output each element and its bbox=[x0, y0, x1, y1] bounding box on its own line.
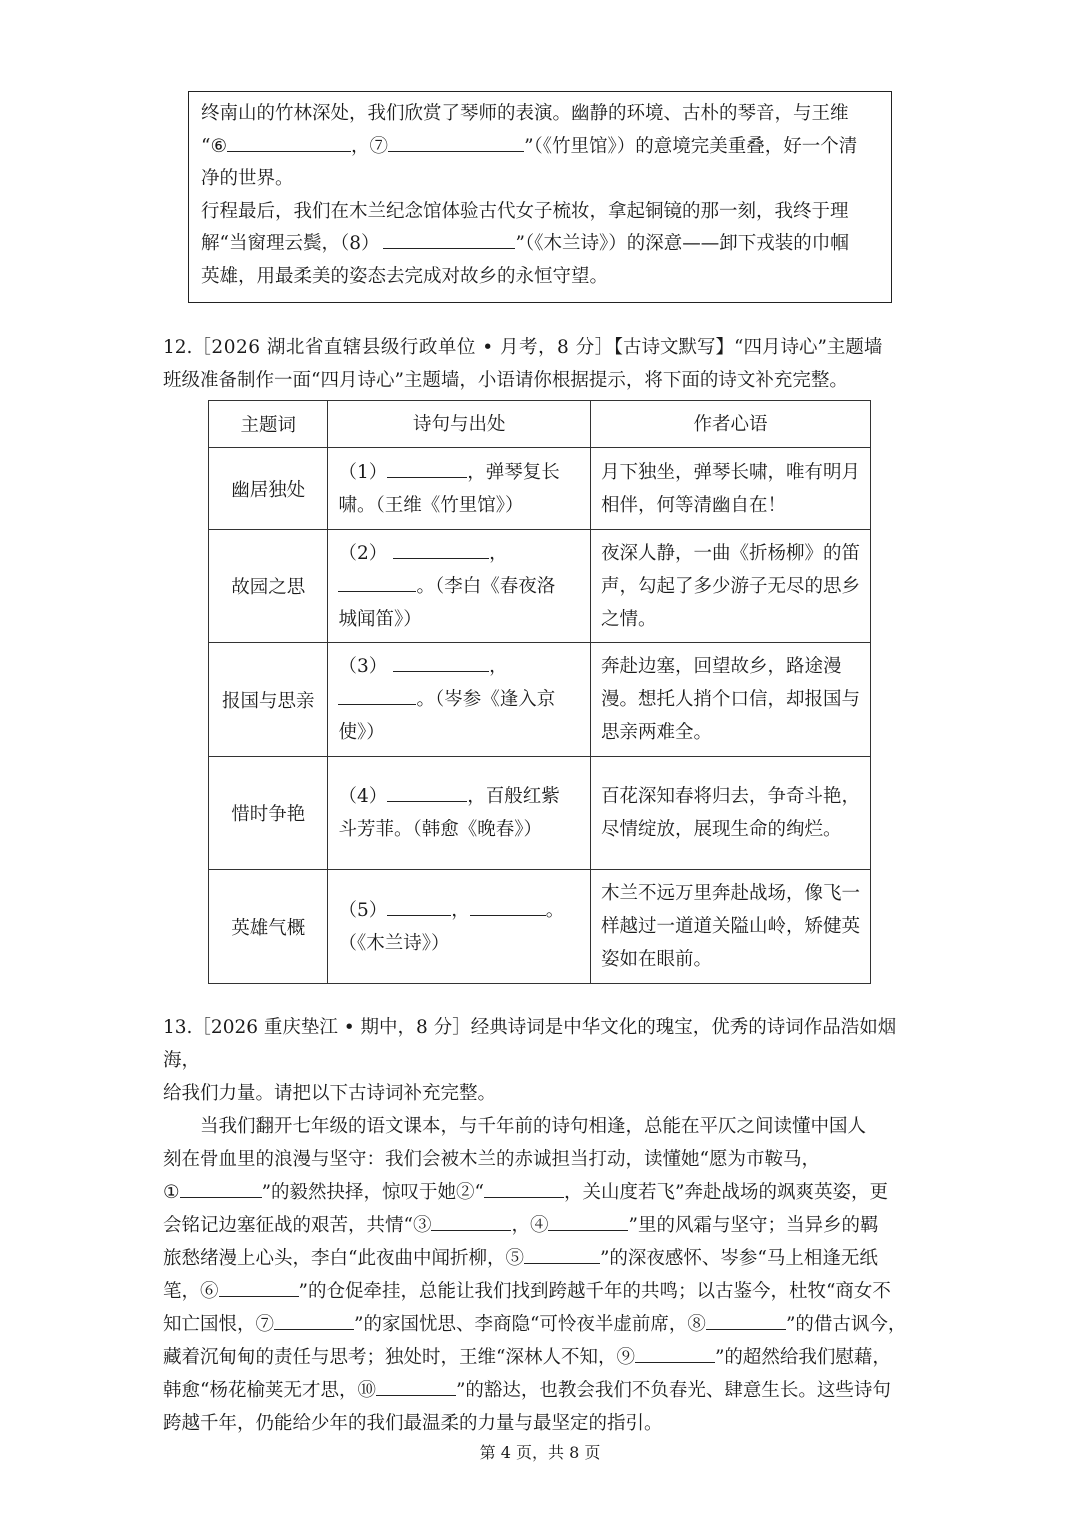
text-span: （5） bbox=[338, 899, 388, 921]
text-span: ”的深夜感怀、岑参“马上相逢无纸 bbox=[599, 1248, 878, 1269]
answer-blank[interactable] bbox=[706, 1311, 786, 1330]
theme-cell: 故园之思 bbox=[209, 530, 328, 643]
text-span: ，百般红紫 bbox=[467, 786, 560, 807]
text-span: 城闻笛》） bbox=[338, 608, 422, 630]
column-header: 作者心语 bbox=[590, 401, 870, 448]
text-span: 使》） bbox=[338, 722, 385, 743]
question-13-line: 跨越千年，仍能给少年的我们最温柔的力量与最坚定的指引。 bbox=[163, 1413, 663, 1434]
text-span: 。 bbox=[545, 899, 565, 921]
text-span: 。（李白《春夜洛 bbox=[416, 575, 556, 597]
question-13 bbox=[163, 1011, 925, 1440]
text-span: 啸。（王维《竹里馆》） bbox=[338, 494, 524, 516]
answer-blank[interactable] bbox=[387, 897, 451, 916]
text-span: ”的借古讽今， bbox=[785, 1314, 907, 1335]
text-span: ， bbox=[451, 899, 470, 921]
text-span: 解“当窗理云鬓，（8） bbox=[201, 233, 380, 255]
text-span: （2） bbox=[338, 542, 388, 564]
note-cell: 月下独坐，弹琴长啸，唯有明月相伴，何等清幽自在！ bbox=[590, 448, 870, 530]
theme-cell: 惜时争艳 bbox=[209, 757, 328, 870]
question-13-line: 当我们翻开七年级的语文课本，与千年前的诗句相逢，总能在平仄之间读懂中国人 bbox=[200, 1116, 867, 1137]
table-row bbox=[209, 448, 871, 530]
text-span: 斗芳菲。（韩愈《晚春》） bbox=[338, 819, 542, 840]
poem-cell bbox=[328, 643, 591, 757]
poem-cell bbox=[328, 448, 591, 530]
passage-line: 行程最后，我们在木兰纪念馆体验古代女子梳妆，拿起铜镜的那一刻，我终于理 bbox=[201, 200, 849, 222]
question-type: 【古诗文默写】 bbox=[613, 337, 734, 358]
text-span: ”（《木兰诗》）的深意——卸下戎装的巾帼 bbox=[515, 233, 849, 255]
table-row bbox=[209, 757, 871, 870]
question-source: ［2026 湖北省直辖县级行政单位 • 月考，8 分］ bbox=[192, 337, 614, 358]
table-row bbox=[209, 870, 871, 984]
note-cell: 木兰不远万里奔赴战场，像飞一样越过一道道关隘山岭，矫健英姿如在眼前。 bbox=[590, 870, 870, 984]
text-span: ， bbox=[489, 656, 508, 677]
answer-blank[interactable] bbox=[635, 1344, 715, 1363]
answer-blank[interactable] bbox=[393, 540, 489, 559]
text-span: 。（岑参《逢入京 bbox=[416, 689, 556, 710]
question-13-line: 刻在骨血里的浪漫与坚守：我们会被木兰的赤诚担当打动，读懂她“愿为市鞍马， bbox=[163, 1149, 820, 1170]
question-13-line bbox=[163, 1176, 925, 1209]
poem-cell bbox=[328, 530, 591, 643]
text-span: （《木兰诗》） bbox=[338, 932, 450, 954]
passage-line bbox=[201, 228, 879, 261]
answer-blank[interactable] bbox=[548, 1212, 628, 1231]
text-span: ，弹琴复长 bbox=[467, 461, 560, 483]
answer-blank[interactable] bbox=[180, 1179, 262, 1198]
question-13-line bbox=[163, 1275, 925, 1308]
poem-cell bbox=[328, 870, 591, 984]
passage-box bbox=[188, 91, 892, 303]
text-span: 会铭记边塞征战的艰苦，共情“③ bbox=[163, 1215, 432, 1236]
text-span: 知亡国恨，⑦ bbox=[163, 1314, 275, 1335]
question-13-line: 给我们力量。请把以下古诗词补充完整。 bbox=[163, 1083, 497, 1104]
text-span: ， bbox=[489, 542, 508, 564]
text-span: 韩愈“杨花榆荚无才思，⑩ bbox=[163, 1380, 376, 1401]
answer-blank[interactable] bbox=[383, 230, 515, 249]
text-span: （1） bbox=[338, 461, 388, 483]
text-span: （4） bbox=[338, 786, 388, 807]
text-span: ”里的风霜与坚守；当异乡的羁 bbox=[628, 1215, 879, 1236]
question-title: “四月诗心”主题墙 bbox=[733, 337, 883, 358]
passage-line: 净的世界。 bbox=[201, 168, 294, 190]
text-span: ，⑦ bbox=[351, 135, 389, 157]
text-span: ”（《竹里馆》）的意境完美重叠，好一个清 bbox=[524, 135, 858, 157]
note-cell: 奔赴边塞，回望故乡，路途漫漫。想托人捎个口信，却报国与思亲两难全。 bbox=[590, 643, 870, 757]
theme-cell: 英雄气概 bbox=[209, 870, 328, 984]
answer-blank[interactable] bbox=[338, 573, 416, 592]
text-span: ”的仓促牵挂，总能让我们找到跨越千年的共鸣；以古鉴今，杜牧“商女不 bbox=[298, 1281, 891, 1302]
question-13-line bbox=[163, 1209, 925, 1242]
answer-blank[interactable] bbox=[524, 1245, 600, 1264]
text-span: “⑥ bbox=[201, 135, 228, 157]
question-12-intro: 班级准备制作一面“四月诗心”主题墙，小语请你根据提示，将下面的诗文补充完整。 bbox=[163, 370, 848, 391]
text-span: ”的毅然抉择，惊叹于她②“ bbox=[261, 1182, 485, 1203]
answer-blank[interactable] bbox=[387, 783, 467, 802]
text-span: ，关山度若飞”奔赴战场的飒爽英姿，更 bbox=[564, 1182, 888, 1203]
answer-blank[interactable] bbox=[431, 1212, 511, 1231]
answer-blank[interactable] bbox=[388, 133, 524, 152]
text-span: 藏着沉甸甸的责任与思考；独处时，王维“深林人不知，⑨ bbox=[163, 1347, 635, 1368]
answer-blank[interactable] bbox=[376, 1377, 456, 1396]
text-span: 笔，⑥ bbox=[163, 1281, 219, 1302]
text-span: 旅愁绪漫上心头，李白“此夜曲中闻折柳，⑤ bbox=[163, 1248, 524, 1269]
question-13-line bbox=[163, 1341, 925, 1374]
text-span: ”的豁达，也教会我们不负春光、肆意生长。这些诗句 bbox=[455, 1380, 891, 1401]
question-13-line bbox=[163, 1374, 925, 1407]
passage-line: 终南山的竹林深处，我们欣赏了琴师的表演。幽静的环境、古朴的琴音，与王维 bbox=[201, 103, 849, 124]
answer-blank[interactable] bbox=[219, 1278, 299, 1297]
text-span: ，④ bbox=[511, 1215, 549, 1236]
text-span: ”的超然给我们慰藉， bbox=[714, 1347, 891, 1368]
question-12-header bbox=[163, 331, 925, 364]
theme-cell: 报国与思亲 bbox=[209, 643, 328, 757]
passage-line: 英雄，用最柔美的姿态去完成对故乡的永恒守望。 bbox=[201, 265, 609, 287]
table-row bbox=[209, 530, 871, 643]
note-cell: 夜深人静，一曲《折杨柳》的笛声，勾起了多少游子无尽的思乡之情。 bbox=[590, 530, 870, 643]
question-number: 12. bbox=[163, 337, 193, 358]
question-13-line bbox=[163, 1308, 925, 1341]
page-footer: 第 4 页，共 8 页 bbox=[479, 1443, 601, 1462]
table-header-row bbox=[209, 401, 871, 448]
answer-blank[interactable] bbox=[338, 686, 416, 705]
table-row bbox=[209, 643, 871, 757]
text-span: ① bbox=[163, 1182, 180, 1203]
answer-blank[interactable] bbox=[387, 459, 467, 478]
answer-blank[interactable] bbox=[274, 1311, 354, 1330]
column-header: 主题词 bbox=[209, 401, 328, 448]
poem-table bbox=[208, 400, 871, 984]
text-span: （3） bbox=[338, 656, 388, 677]
text-span: ”的家国忧思、李商隐“可怜夜半虚前席，⑧ bbox=[354, 1314, 706, 1335]
note-cell: 百花深知春将归去，争奇斗艳，尽情绽放，展现生命的绚烂。 bbox=[590, 757, 870, 870]
question-13-line: 13.［2026 重庆垫江 • 期中，8 分］经典诗词是中华文化的瑰宝，优秀的诗词作品浩如烟海， bbox=[163, 1017, 897, 1071]
answer-blank[interactable] bbox=[227, 133, 351, 152]
answer-blank[interactable] bbox=[393, 653, 489, 672]
question-13-line bbox=[163, 1242, 925, 1275]
passage-line bbox=[201, 131, 879, 164]
poem-cell bbox=[328, 757, 591, 870]
column-header: 诗句与出处 bbox=[328, 401, 591, 448]
theme-cell: 幽居独处 bbox=[209, 448, 328, 530]
answer-blank[interactable] bbox=[470, 897, 546, 916]
question-12 bbox=[163, 331, 925, 397]
answer-blank[interactable] bbox=[484, 1179, 564, 1198]
